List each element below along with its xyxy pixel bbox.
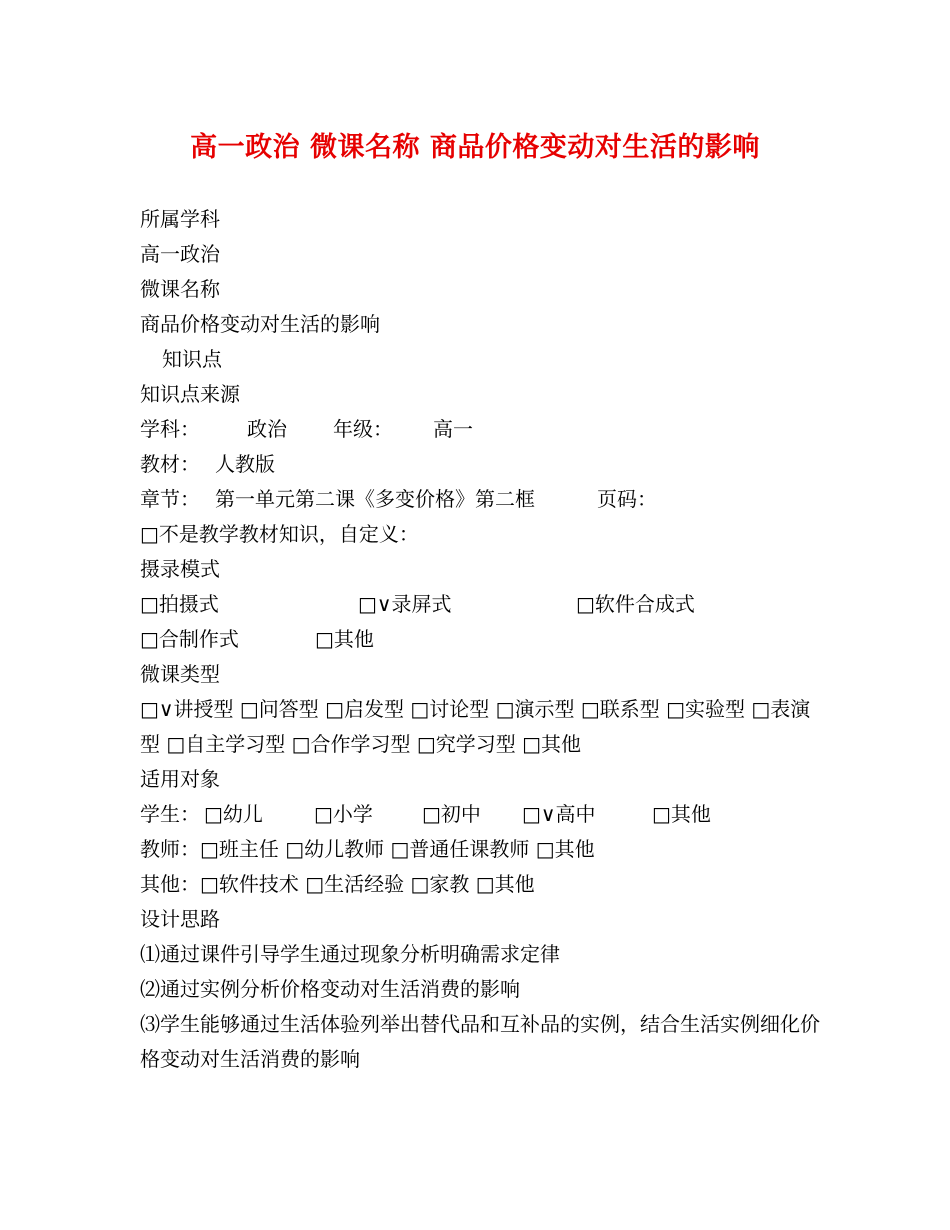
page-label: 页码： — [597, 487, 657, 511]
mode-option-software[interactable]: □软件合成式 — [576, 592, 695, 616]
discipline-label: 学科： — [140, 417, 200, 441]
chapter-value: 第一单元第二课《多变价格》第二框 — [215, 487, 535, 511]
record-mode-row-1 — [140, 587, 820, 622]
record-mode-label: 摄录模式 — [140, 557, 220, 581]
document-title: 高一政治 微课名称 商品价格变动对生活的影响 — [190, 132, 760, 163]
document-body — [140, 202, 820, 1077]
teachers-row[interactable]: 教师：□班主任 □幼儿教师 □普通任课教师 □其他 — [140, 837, 595, 861]
chapter-label: 章节： — [140, 487, 200, 511]
grade-value: 高一 — [433, 417, 473, 441]
design-item-2: ⑵通过实例分析价格变动对生活消费的影响 — [140, 977, 520, 1001]
grade-label: 年级： — [333, 417, 393, 441]
textbook-row — [140, 447, 820, 482]
subject-label: 所属学科 — [140, 207, 220, 231]
knowledge-point: 知识点 — [162, 347, 222, 371]
record-mode-row-2 — [140, 622, 820, 657]
knowledge-source: 知识点来源 — [140, 382, 240, 406]
design-item-1: ⑴通过课件引导学生通过现象分析明确需求定律 — [140, 942, 560, 966]
mode-option-composite[interactable]: □合制作式 — [140, 627, 239, 651]
students-row — [140, 797, 820, 832]
student-option-primary[interactable]: □小学 — [314, 802, 373, 826]
mode-option-shooting[interactable]: □拍摄式 — [140, 592, 219, 616]
course-label: 微课名称 — [140, 277, 220, 301]
textbook-value: 人教版 — [215, 452, 275, 476]
discipline-value: 政治 — [247, 417, 287, 441]
student-option-kindergarten[interactable]: □幼儿 — [204, 802, 263, 826]
textbook-label: 教材： — [140, 452, 200, 476]
student-option-senior[interactable]: □∨高中 — [522, 802, 596, 826]
chapter-row — [140, 482, 820, 517]
course-type-label: 微课类型 — [140, 662, 220, 686]
student-option-junior[interactable]: □初中 — [422, 802, 481, 826]
subject-value: 高一政治 — [140, 242, 220, 266]
student-option-other[interactable]: □其他 — [652, 802, 711, 826]
mode-option-screen[interactable]: □∨录屏式 — [358, 592, 452, 616]
custom-checkbox-line[interactable]: □不是教学教材知识，自定义： — [140, 522, 419, 546]
design-item-3: ⑶学生能够通过生活体验列举出替代品和互补品的实例，结合生活实例细化价格变动对生活消费的影响 — [140, 1012, 820, 1071]
others-row[interactable]: 其他：□软件技术 □生活经验 □家教 □其他 — [140, 872, 535, 896]
discipline-grade-row — [140, 412, 820, 447]
design-label: 设计思路 — [140, 907, 220, 931]
course-value: 商品价格变动对生活的影响 — [140, 312, 380, 336]
course-type-options[interactable]: □∨讲授型 □问答型 □启发型 □讨论型 □演示型 □联系型 □实验型 □表演型 □自主学习型 □合作学习型 □究学习型 □其他 — [140, 697, 811, 756]
mode-option-other[interactable]: □其他 — [315, 627, 374, 651]
students-label: 学生： — [140, 802, 200, 826]
audience-label: 适用对象 — [140, 767, 220, 791]
